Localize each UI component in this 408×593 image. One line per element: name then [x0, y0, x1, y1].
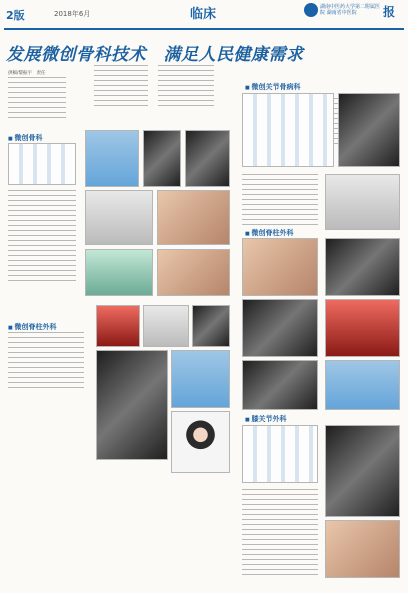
byline: 供稿/黎振宇 责任 [8, 71, 46, 76]
device-photo [143, 305, 189, 347]
newspaper-mark: 报 [383, 5, 396, 19]
xray-image-1 [85, 130, 139, 187]
doctor-portrait [171, 411, 230, 473]
subheading-minimally-invasive: ■ 微创脊柱外科 [245, 228, 293, 238]
surgery-photo [85, 249, 153, 296]
article-text-top-right [158, 65, 214, 109]
arm-image [96, 305, 140, 347]
subheading-hand-surgery: ■ 微创骨科 [8, 133, 42, 143]
article-text-intro [8, 77, 66, 119]
subheading-sports-surgery: ■ 膝关节外科 [245, 414, 286, 424]
team-photo-left [8, 143, 76, 185]
subheading-spine-surgery: ■ 微创脊柱外科 [8, 322, 56, 332]
article-text-bottom [242, 489, 318, 579]
masthead-rule [4, 28, 404, 30]
section-title: 临床 [190, 7, 217, 22]
blue-photo [325, 360, 400, 410]
article-text-left-column [8, 190, 76, 284]
issue-date: 2018年6月 [54, 10, 91, 18]
team-photo-bottom [242, 425, 318, 483]
xray-image-8 [242, 299, 318, 357]
article-text-spine [8, 332, 84, 390]
clinical-photo-1 [157, 190, 230, 245]
xray-image-5 [96, 350, 168, 460]
surgery-photo-2 [325, 299, 400, 357]
xray-image-3 [185, 130, 230, 187]
xray-image-4 [192, 305, 230, 347]
xray-image-2 [143, 130, 181, 187]
xray-image-7 [325, 238, 400, 296]
article-text-top-center [94, 65, 148, 109]
article-text-joint [242, 174, 318, 226]
clinical-photo-2 [157, 249, 230, 296]
page-headline: 发展微创骨科技术 满足人民健康需求 [6, 45, 304, 65]
xray-image-9 [242, 360, 318, 410]
portrait-photo-1 [171, 350, 230, 408]
newspaper-name: 湖南中医药大学第二附属医院 湖南省中医院 [320, 4, 381, 16]
xray-image-6 [338, 93, 400, 167]
masthead [0, 0, 408, 28]
hospital-logo-icon [304, 3, 318, 17]
edition-label: 2版 [6, 9, 25, 22]
skin-photo [242, 238, 318, 296]
subheading-joint-surgery: ■ 微创关节骨病科 [245, 82, 300, 92]
xray-image-10 [325, 425, 400, 517]
clinical-photo-3 [325, 520, 400, 578]
spine-image [85, 190, 153, 245]
team-photo-right [242, 93, 334, 167]
knee-image [325, 174, 400, 230]
